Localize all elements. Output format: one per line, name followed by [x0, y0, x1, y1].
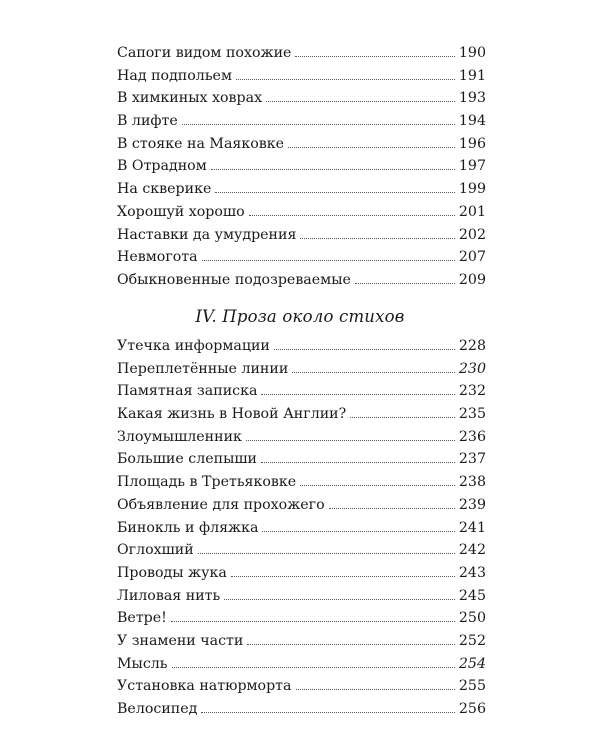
- toc-entry-title: Велосипед: [117, 701, 198, 717]
- toc-entry-page-number: 191: [458, 67, 486, 84]
- dot-leader: [198, 553, 455, 554]
- toc-entry: [117, 653, 486, 676]
- dot-leader: [300, 485, 455, 486]
- toc-entry-page-number: 190: [458, 45, 486, 61]
- toc-entry-title: Невмогота: [117, 249, 198, 266]
- toc-entry: [117, 585, 486, 608]
- toc-entry-title: В химкиных ховрах: [117, 90, 263, 107]
- toc-entry-title: Мысль: [117, 655, 168, 672]
- toc-entry-page-number: 196: [458, 135, 486, 152]
- toc-entry-page-number: 254: [458, 655, 486, 672]
- dot-leader: [350, 417, 455, 418]
- toc-entry-page-number: 252: [458, 632, 486, 649]
- toc-entry-title: В Отрадном: [117, 158, 207, 175]
- toc-entry-page-number: 255: [458, 678, 486, 695]
- toc-entry-page-number: 241: [458, 519, 486, 536]
- toc-entry-title: Наставки да умудрения: [117, 226, 297, 243]
- dot-leader: [266, 101, 455, 102]
- toc-entry: [117, 380, 486, 403]
- toc-entry-title: Проводы жука: [117, 564, 227, 581]
- toc-entry: [117, 607, 486, 630]
- toc-entry-title: У знамени части: [117, 632, 244, 649]
- dot-leader: [295, 56, 454, 57]
- toc-entry-title: Какая жизнь в Новой Англии?: [117, 406, 347, 423]
- toc-entry-page-number: 207: [458, 249, 486, 266]
- toc-entry: [117, 87, 486, 110]
- toc-entry: [117, 178, 486, 201]
- toc-entry-page-number: 201: [458, 203, 486, 220]
- toc-entry-title: Объявление для прохожего: [117, 496, 325, 513]
- toc-entry: [117, 403, 486, 426]
- toc-entry: [117, 539, 486, 562]
- toc-entry-title: Бинокль и фляжка: [117, 519, 259, 536]
- toc-entry-title: Установка натюрморта: [117, 678, 292, 695]
- dot-leader: [292, 372, 455, 373]
- toc-entry-page-number: 245: [458, 587, 486, 604]
- toc-entry: [117, 65, 486, 88]
- toc-entry-title: В лифте: [117, 113, 178, 130]
- toc-entry: [117, 42, 486, 65]
- toc-entry-page-number: 197: [458, 158, 486, 175]
- toc-entry-page-number: 236: [458, 428, 486, 445]
- toc-entry-title: Переплетённые линии: [117, 360, 289, 377]
- toc-entry: [117, 358, 486, 381]
- dot-leader: [355, 283, 455, 284]
- toc-entry: [117, 630, 486, 653]
- section-heading: IV. Проза около стихов: [195, 307, 405, 326]
- toc-entry: [117, 517, 486, 540]
- toc-entry-page-number: 243: [458, 564, 486, 581]
- dot-leader: [261, 394, 454, 395]
- dot-leader: [202, 260, 455, 261]
- toc-entry: [117, 133, 486, 156]
- toc-entry-title: Обыкновенные подозреваемые: [117, 271, 351, 288]
- dot-leader: [231, 576, 455, 577]
- toc-entry: [117, 110, 486, 133]
- dot-leader: [171, 621, 455, 622]
- toc-entry: [117, 224, 486, 247]
- toc-entry-page-number: 235: [458, 406, 486, 423]
- toc-entry-page-number: 239: [458, 496, 486, 513]
- dot-leader: [211, 169, 455, 170]
- dot-leader: [172, 667, 455, 668]
- dot-leader: [249, 215, 455, 216]
- toc-entry-page-number: 193: [458, 90, 486, 107]
- toc-entry-page-number: 228: [458, 338, 486, 354]
- toc-entry-page-number: 238: [458, 474, 486, 491]
- dot-leader: [182, 124, 455, 125]
- dot-leader: [300, 238, 454, 239]
- toc-entry: [117, 426, 486, 449]
- toc-entry: [117, 698, 486, 721]
- toc-entry: [117, 201, 486, 224]
- toc-entry-page-number: 194: [458, 113, 486, 130]
- toc-entry: [117, 335, 486, 358]
- dot-leader: [261, 462, 455, 463]
- toc-list-bottom: [117, 335, 486, 721]
- dot-leader: [274, 349, 455, 350]
- dot-leader: [247, 644, 455, 645]
- toc-entry: [117, 448, 486, 471]
- dot-leader: [329, 508, 455, 509]
- toc-entry-page-number: 230: [458, 360, 486, 377]
- toc-entry: [117, 675, 486, 698]
- toc-entry-title: Памятная записка: [117, 383, 258, 400]
- toc-entry-title: На скверике: [117, 181, 212, 198]
- toc-entry-title: Сапоги видом похожие: [117, 45, 292, 61]
- toc-entry-title: Утечка информации: [117, 338, 270, 354]
- toc-entry: [117, 562, 486, 585]
- dot-leader: [262, 531, 455, 532]
- dot-leader: [296, 689, 455, 690]
- toc-entry: [117, 269, 486, 292]
- toc-entry-page-number: 199: [458, 181, 486, 198]
- toc-entry-title: Ветре!: [117, 610, 167, 627]
- toc-entry: [117, 246, 486, 269]
- toc-entry-page-number: 202: [458, 226, 486, 243]
- toc-entry-title: В стояке на Маяковке: [117, 135, 285, 152]
- toc-entry-title: Над подпольем: [117, 67, 232, 84]
- toc-entry-title: Лиловая нить: [117, 587, 221, 604]
- toc-entry-page-number: 250: [458, 610, 486, 627]
- toc-entry-title: Оглохший: [117, 542, 194, 559]
- dot-leader: [246, 440, 455, 441]
- dot-leader: [236, 79, 455, 80]
- dot-leader: [201, 712, 455, 713]
- toc-entry-page-number: 232: [458, 383, 486, 400]
- toc-entry-page-number: 242: [458, 542, 486, 559]
- toc-entry-page-number: 256: [458, 701, 486, 717]
- toc-entry-page-number: 209: [458, 271, 486, 288]
- dot-leader: [288, 147, 455, 148]
- toc-entry-title: Злоумышленник: [117, 428, 242, 445]
- toc-entry-title: Большие слепыши: [117, 451, 258, 468]
- dot-leader: [224, 599, 455, 600]
- toc-list-top: [117, 42, 486, 292]
- toc-entry-title: Площадь в Третьяковке: [117, 474, 297, 491]
- toc-entry: [117, 494, 486, 517]
- dot-leader: [215, 192, 455, 193]
- toc-entry-page-number: 237: [458, 451, 486, 468]
- toc-entry: [117, 155, 486, 178]
- toc-entry: [117, 471, 486, 494]
- toc-entry-title: Хорошуй хорошо: [117, 203, 245, 220]
